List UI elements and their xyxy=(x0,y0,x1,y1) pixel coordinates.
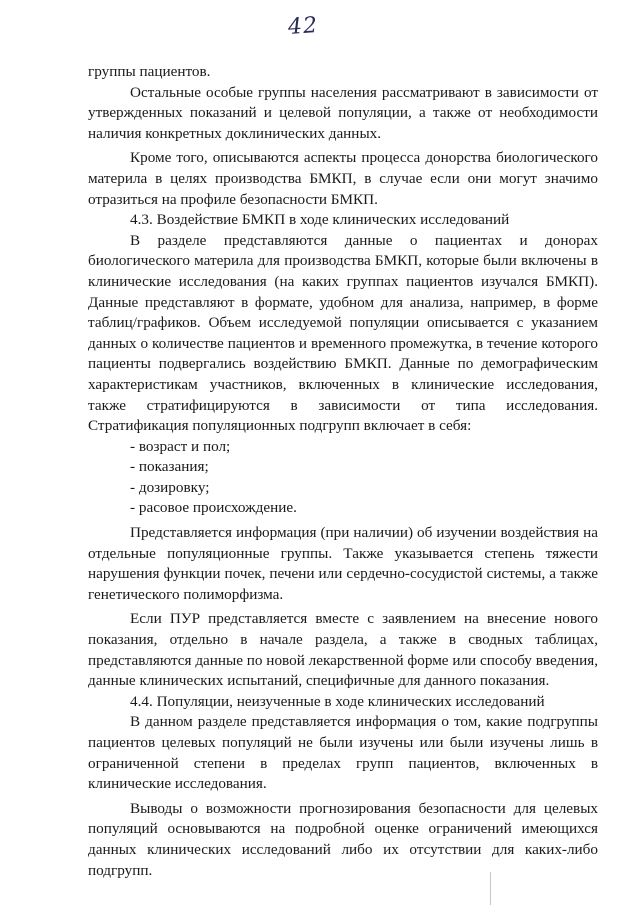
paragraph: Кроме того, описываются аспекты процесса донорства биологического материла в целях производства БМКП, в случае если они могут значимо отразиться на профиле безопасности БМКП. xyxy=(88,149,598,208)
paragraph: В данном разделе представляется информация о том, какие подгруппы пациентов целевых популяций не были изучены или были изучены лишь в ограниченной степени в пределах групп пациентов, включенных в клинические исследования. xyxy=(88,713,598,793)
paragraph: Остальные особые группы населения рассматривают в зависимости от утвержденных показаний и целевой популяции, а также от необходимости наличия конкретных доклинических данных. xyxy=(88,83,598,142)
paragraph: Выводы о возможности прогнозирования безопасности для целевых популяций основываются на подробной оценке ограничений имеющихся данных клинических исследований либо их отсутствии для каких-либо подгрупп. xyxy=(88,799,598,879)
section-heading-4-4: 4.4. Популяции, неизученные в ходе клинических исследований xyxy=(130,692,545,710)
list-item: - расовое происхождение. xyxy=(130,499,297,517)
paragraph: группы пациентов. xyxy=(88,63,211,80)
paragraph: В разделе представляются данные о пациентах и донорах биологического материла для производства БМКП, которые были включены в клинические исследования (на каких группах пациентов изучался БМКП). Данные представляют в формате, удобном для анализа, например, в форме таблиц/графиков. Объем исследуемой популяции описывается с указанием данных о количестве пациентов и временного промежутка, в течение которого пациенты подвергались воздействию БМКП. Данные по демографическим характеристикам участников, включенных в клинические исследования, также стратифицируются в зависимости от типа исследования. Стратификация популяционных подгрупп включает в себя: xyxy=(88,231,598,435)
paragraph: Представляется информация (при наличии) об изучении воздействия на отдельные популяционные группы. Также указывается степень тяжести нарушения функции почек, печени или сердечно-сосудистой системы, а также генетического полиморфизма. xyxy=(88,524,598,603)
paragraph: Если ПУР представляется вместе с заявлением на внесение нового показания, отдельно в начале раздела, а также в сводных таблицах, представляются данные по новой лекарственной форме или способу введения, данные клинических испытаний, специфичные для данного показания. xyxy=(88,610,598,690)
list-item: - возраст и пол; xyxy=(130,437,231,455)
document-body xyxy=(88,62,598,881)
page-number: 42 xyxy=(287,12,319,41)
section-heading-4-3: 4.3. Воздействие БМКП в ходе клинических исследований xyxy=(130,211,510,229)
list-item: - дозировку; xyxy=(130,478,210,496)
list-item: - показания; xyxy=(130,458,209,476)
scan-artifact-line xyxy=(490,872,491,905)
